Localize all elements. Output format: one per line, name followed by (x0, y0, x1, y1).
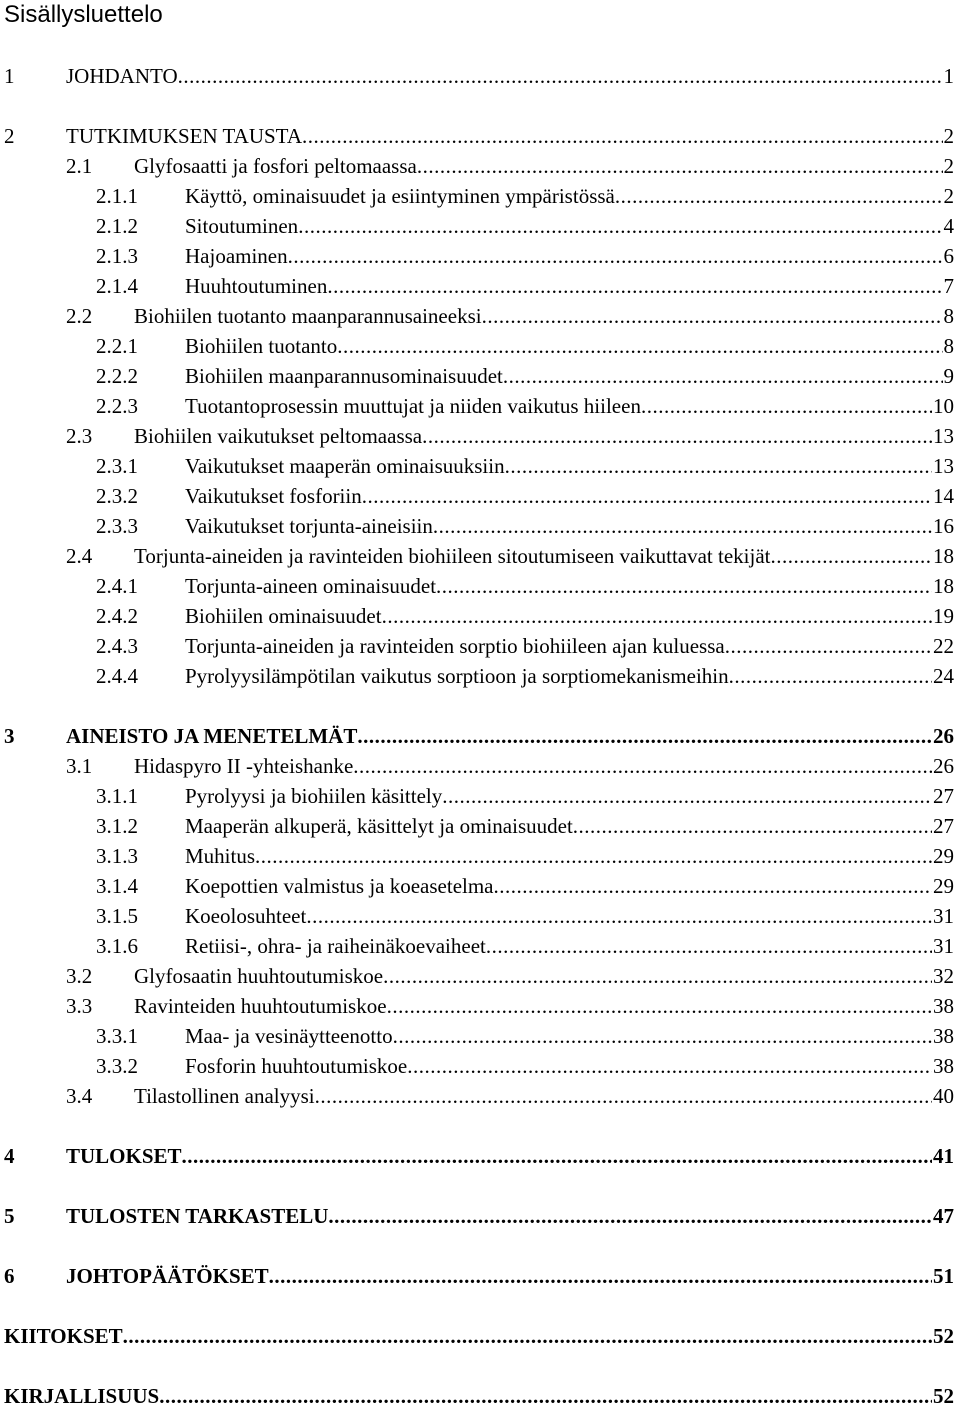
toc-dot-leader (393, 1021, 932, 1051)
toc-dot-leader (505, 451, 932, 481)
toc-dot-leader (407, 1051, 932, 1081)
toc-entry[interactable] (0, 811, 957, 841)
toc-entry[interactable] (0, 1051, 957, 1081)
toc-dot-leader (159, 1381, 932, 1411)
toc-entry-title: Biohiilen tuotanto maanparannusaineeksi (134, 304, 482, 328)
toc-entry-title: Huuhtoutuminen (185, 274, 328, 298)
toc-entry[interactable] (0, 481, 957, 511)
toc-entry-title: Torjunta-aineen ominaisuudet (185, 574, 437, 598)
toc-entry-number: 2.2.1 (96, 334, 138, 358)
toc-entry-number: 2.4.3 (96, 634, 138, 658)
toc-entry-title: KIRJALLISUUS (4, 1384, 160, 1408)
toc-entry[interactable] (0, 211, 957, 241)
toc-dot-leader (433, 511, 932, 541)
toc-entry-number: 2.1.1 (96, 184, 138, 208)
toc-entry-number: 3.1 (66, 754, 93, 778)
toc-dot-leader (328, 1201, 932, 1231)
toc-entry-page: 10 (933, 394, 954, 418)
toc-entry-title: Koepottien valmistus ja koeasetelma (185, 874, 494, 898)
toc-entry-title: Sitoutuminen (185, 214, 299, 238)
toc-entry-page: 13 (933, 424, 954, 448)
toc-entry-page: 52 (933, 1324, 954, 1348)
toc-entry-title: TULOSTEN TARKASTELU (66, 1204, 329, 1228)
toc-entry-number: 2.1 (66, 154, 93, 178)
toc-entry-page: 13 (933, 454, 954, 478)
toc-entry[interactable] (0, 661, 957, 691)
toc-entry[interactable] (0, 1261, 957, 1291)
toc-entry-title: Glyfosaatin huuhtoutumiskoe (134, 964, 384, 988)
toc-entry[interactable] (0, 121, 957, 151)
toc-dot-leader (442, 781, 932, 811)
toc-dot-leader (615, 181, 943, 211)
toc-entry[interactable] (0, 361, 957, 391)
toc-entry-number: 2 (4, 124, 15, 148)
toc-entry-number: 5 (4, 1204, 15, 1228)
toc-entry[interactable] (0, 991, 957, 1021)
toc-dot-leader (288, 241, 943, 271)
toc-entry-number: 3.3.1 (96, 1024, 138, 1048)
toc-entry[interactable] (0, 181, 957, 211)
toc-entry-title: Vaikutukset torjunta-aineisiin (185, 514, 433, 538)
toc-entry-title: Muhitus (185, 844, 256, 868)
toc-entry-number: 3.1.2 (96, 814, 138, 838)
toc-entry[interactable] (0, 151, 957, 181)
toc-entry-page: 38 (933, 1024, 954, 1048)
toc-entry-page: 27 (933, 784, 954, 808)
toc-dot-leader (725, 631, 932, 661)
toc-entry-number: 2.1.4 (96, 274, 138, 298)
toc-entry-number: 1 (4, 64, 15, 88)
toc-entry-number: 2.4.2 (96, 604, 138, 628)
toc-dot-leader (503, 361, 943, 391)
toc-entry-page: 31 (933, 904, 954, 928)
toc-entry-page: 7 (943, 274, 954, 298)
toc-entry[interactable] (0, 271, 957, 301)
toc-entry-page: 2 (943, 184, 954, 208)
toc-dot-leader (486, 931, 932, 961)
toc-heading: Sisällysluettelo (4, 1, 163, 28)
toc-entry[interactable] (0, 961, 957, 991)
toc-entry-title: Biohiilen maanparannusominaisuudet (185, 364, 503, 388)
toc-entry[interactable] (0, 931, 957, 961)
toc-entry[interactable] (0, 241, 957, 271)
toc-entry-number: 3 (4, 724, 15, 748)
toc-dot-leader (641, 391, 932, 421)
toc-entry[interactable] (0, 301, 957, 331)
toc-entry-title: Vaikutukset fosforiin (185, 484, 362, 508)
toc-entry-number: 2.1.2 (96, 214, 138, 238)
toc-entry-page: 52 (933, 1384, 954, 1408)
toc-entry-number: 2.4 (66, 544, 93, 568)
toc-entry[interactable] (0, 1141, 957, 1171)
toc-entry-title: Retiisi-, ohra- ja raiheinäkoevaiheet (185, 934, 486, 958)
toc-entry-title: Käyttö, ominaisuudet ja esiintyminen ympäristössä (185, 184, 615, 208)
toc-dot-leader (729, 661, 932, 691)
toc-entry[interactable] (0, 1381, 957, 1411)
toc-entry-title: Hajoaminen (185, 244, 288, 268)
toc-entry-page: 8 (943, 304, 954, 328)
toc-dot-leader (315, 1081, 932, 1111)
toc-entry-title: AINEISTO JA MENETELMÄT (66, 724, 358, 748)
toc-dot-leader (269, 1261, 932, 1291)
toc-dot-leader (255, 841, 932, 871)
toc-entry[interactable] (0, 901, 957, 931)
toc-entry-number: 3.1.4 (96, 874, 138, 898)
toc-dot-leader (771, 541, 932, 571)
toc-entry-title: Glyfosaatti ja fosfori peltomaassa (134, 154, 417, 178)
toc-entry-number: 3.3.2 (96, 1054, 138, 1078)
toc-entry[interactable] (0, 721, 957, 751)
toc-entry-number: 2.1.3 (96, 244, 138, 268)
toc-entry-title: KIITOKSET (4, 1324, 123, 1348)
toc-dot-leader (573, 811, 932, 841)
toc-entry-title: Tuotantoprosessin muuttujat ja niiden vaikutus hiileen (185, 394, 641, 418)
toc-entry[interactable] (0, 1321, 957, 1351)
toc-entry-title: TULOKSET (66, 1144, 182, 1168)
toc-dot-leader (353, 751, 932, 781)
toc-entry-page: 1 (943, 64, 954, 88)
toc-entry-title: Torjunta-aineiden ja ravinteiden sorptio biohiileen ajan kuluessa (185, 634, 725, 658)
toc-dot-leader (306, 901, 932, 931)
toc-dot-leader (357, 721, 932, 751)
toc-entry-page: 8 (943, 334, 954, 358)
toc-dot-leader (337, 331, 942, 361)
toc-entry-page: 14 (933, 484, 954, 508)
toc-entry-page: 6 (943, 244, 954, 268)
toc-entry-page: 2 (943, 124, 954, 148)
toc-entry-number: 2.4.4 (96, 664, 138, 688)
toc-entry[interactable] (0, 1201, 957, 1231)
toc-dot-leader (422, 421, 932, 451)
toc-entry-number: 3.1.5 (96, 904, 138, 928)
toc-entry-page: 16 (933, 514, 954, 538)
toc-entry-page: 2 (943, 154, 954, 178)
toc-entry[interactable] (0, 601, 957, 631)
toc-dot-leader (182, 1141, 932, 1171)
toc-entry[interactable] (0, 61, 957, 91)
toc-entry-page: 29 (933, 844, 954, 868)
toc-entry-number: 2.4.1 (96, 574, 138, 598)
toc-entry-number: 6 (4, 1264, 15, 1288)
toc-entry-title: Fosforin huuhtoutumiskoe (185, 1054, 408, 1078)
toc-entry-page: 22 (933, 634, 954, 658)
toc-entry[interactable] (0, 541, 957, 571)
toc-entry[interactable] (0, 781, 957, 811)
toc-entry[interactable] (0, 421, 957, 451)
toc-dot-leader (382, 601, 932, 631)
toc-entry-title: Pyrolyysilämpötilan vaikutus sorptioon ja sorptiomekanismeihin (185, 664, 729, 688)
toc-entry-number: 3.4 (66, 1084, 93, 1108)
toc-entry-title: JOHTOPÄÄTÖKSET (66, 1264, 269, 1288)
toc-dot-leader (387, 991, 932, 1021)
toc-entry[interactable] (0, 511, 957, 541)
toc-entry-number: 2.3.1 (96, 454, 138, 478)
toc-entry[interactable] (0, 331, 957, 361)
toc-entry-page: 29 (933, 874, 954, 898)
toc-entry-page: 31 (933, 934, 954, 958)
toc-entry-page: 27 (933, 814, 954, 838)
toc-entry-page: 38 (933, 994, 954, 1018)
toc-entry-number: 3.1.3 (96, 844, 138, 868)
toc-entry[interactable] (0, 751, 957, 781)
toc-entry[interactable] (0, 871, 957, 901)
toc-entry-page: 51 (933, 1264, 954, 1288)
toc-entry-page: 4 (943, 214, 954, 238)
toc-entry-number: 3.3 (66, 994, 93, 1018)
toc-entry-number: 3.2 (66, 964, 93, 988)
toc-entry-number: 3.1.6 (96, 934, 138, 958)
toc-dot-leader (362, 481, 932, 511)
toc-dot-leader (482, 301, 943, 331)
toc-entry-title: Koeolosuhteet (185, 904, 307, 928)
toc-entry-page: 32 (933, 964, 954, 988)
toc-entry-number: 2.2.3 (96, 394, 138, 418)
toc-entry-title: Biohiilen tuotanto (185, 334, 338, 358)
toc-entry-page: 24 (933, 664, 954, 688)
toc-entry-title: JOHDANTO (66, 64, 178, 88)
toc-dot-leader (298, 211, 942, 241)
toc-entry[interactable] (0, 1081, 957, 1111)
toc-entry[interactable] (0, 631, 957, 661)
toc-entry-number: 2.3.3 (96, 514, 138, 538)
toc-entry-title: Biohiilen ominaisuudet (185, 604, 382, 628)
toc-entry-page: 41 (933, 1144, 954, 1168)
toc-entry[interactable] (0, 1021, 957, 1051)
toc-entry[interactable] (0, 391, 957, 421)
toc-entry-page: 47 (933, 1204, 954, 1228)
toc-dot-leader (302, 121, 943, 151)
toc-entry-title: Biohiilen vaikutukset peltomaassa (134, 424, 423, 448)
toc-entry-page: 9 (943, 364, 954, 388)
toc-entry-title: TUTKIMUKSEN TAUSTA (66, 124, 302, 148)
toc-entry-page: 26 (933, 724, 954, 748)
toc-entry-title: Hidaspyro II -yhteishanke (134, 754, 354, 778)
toc-dot-leader (327, 271, 942, 301)
toc-dot-leader (494, 871, 933, 901)
toc-entry-number: 3.1.1 (96, 784, 138, 808)
toc-entry[interactable] (0, 841, 957, 871)
toc-dot-leader (123, 1321, 932, 1351)
toc-entry-title: Maaperän alkuperä, käsittelyt ja ominaisuudet (185, 814, 573, 838)
toc-entry-number: 4 (4, 1144, 15, 1168)
toc-dot-leader (383, 961, 932, 991)
toc-entry-title: Tilastollinen analyysi (134, 1084, 315, 1108)
toc-entry-number: 2.2.2 (96, 364, 138, 388)
toc-entry-title: Pyrolyysi ja biohiilen käsittely (185, 784, 443, 808)
toc-entry-number: 2.2 (66, 304, 93, 328)
toc-entry-number: 2.3 (66, 424, 93, 448)
toc-dot-leader (436, 571, 932, 601)
toc-dot-leader (178, 61, 943, 91)
toc-entry-number: 2.3.2 (96, 484, 138, 508)
toc-entry-title: Maa- ja vesinäytteenotto (185, 1024, 393, 1048)
toc-entry-page: 18 (933, 574, 954, 598)
toc-entry-page: 18 (933, 544, 954, 568)
toc-entry[interactable] (0, 451, 957, 481)
toc-entry-title: Ravinteiden huuhtoutumiskoe (134, 994, 387, 1018)
toc-entry-title: Vaikutukset maaperän ominaisuuksiin (185, 454, 505, 478)
toc-entry-page: 19 (933, 604, 954, 628)
toc-entry[interactable] (0, 571, 957, 601)
toc-dot-leader (417, 151, 943, 181)
toc-entry-page: 38 (933, 1054, 954, 1078)
toc-entry-page: 40 (933, 1084, 954, 1108)
toc-entry-page: 26 (933, 754, 954, 778)
toc-entry-title: Torjunta-aineiden ja ravinteiden biohiileen sitoutumiseen vaikuttavat tekijät (134, 544, 771, 568)
